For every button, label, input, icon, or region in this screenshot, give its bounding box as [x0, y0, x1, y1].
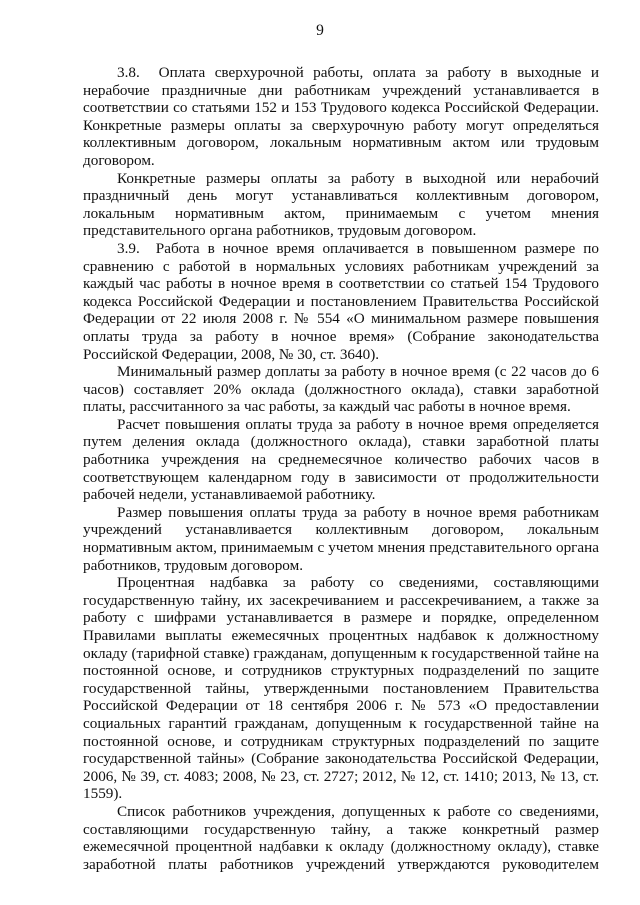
paragraph-night-pay-amount-setting: Размер повышения оплаты труда за работу в ночное время работникам учреждений устанавливается коллективным договором, локальным нормативным актом, принимаемым с учетом мнения представительного органа работников, трудовым договором. — [83, 503, 599, 574]
paragraph-night-pay-minimum: Минимальный размер доплаты за работу в ночное время (с 22 часов до 6 часов) составляет 20% оклада (должностного оклада), ставки заработной платы, рассчитанного за час работы, за каждый час работы в ночное время. — [83, 363, 599, 416]
paragraph-3-8-overtime-pay: 3.8. Оплата сверхурочной работы, оплата за работу в выходные и нерабочие праздничные дни работникам учреждений устанавливается в соответствии со статьями 152 и 153 Трудового кодекса Российской Федерации. Конкретные размеры оплаты за сверхурочную работу могут определяться коллективным договором, локальным нормативным актом или трудовым договором. — [83, 64, 599, 169]
paragraph-holiday-pay-amounts: Конкретные размеры оплаты за работу в выходной или нерабочий праздничный день могут устанавливаться коллективным договором, локальным нормативным актом, принимаемым с учетом мнения представительного органа работников, трудовым договором. — [83, 169, 599, 240]
paragraph-state-secret-staff-list: Список работников учреждения, допущенных к работе со сведениями, составляющими государственную тайну, а также конкретный размер ежемесячной процентной надбавки к окладу (должностному окладу), ставке заработной платы работников учреждений утверждаются руководителем — [83, 802, 599, 873]
paragraph-3-9-night-work-pay: 3.9. Работа в ночное время оплачивается в повышенном размере по сравнению с работой в нормальных условиях работникам учреждений за каждый час работы в ночное время в соответствии со статьей 154 Трудового кодекса Российской Федерации и постановлением Правительства Российской Федерации от 22 июля 2008 г. № 554 «О минимальном размере повышения оплаты труда за работу в ночное время» (Собрание законодательства Российской Федерации, 2008, № 30, ст. 3640). — [83, 239, 599, 363]
page-number: 9 — [316, 22, 324, 39]
document-body — [83, 64, 599, 873]
paragraph-night-pay-calculation: Расчет повышения оплаты труда за работу в ночное время определяется путем деления оклада (должностного оклада), ставки заработной платы работника учреждения на среднемесячное количество рабочих часов в соответствующем календарном году в зависимости от продолжительности рабочей недели, устанавливаемой работнику. — [83, 415, 599, 504]
paragraph-state-secret-allowance: Процентная надбавка за работу со сведениями, составляющими государственную тайну, их засекречиванием и рассекречиванием, а также за работу с шифрами устанавливается в размере и порядке, определенном Правилами выплаты ежемесячных процентных надбавок к должностному окладу (тарифной ставке) гражданам, допущенным к государственной тайне на постоянной основе, и сотрудников структурных подразделений по защите государственной тайны, утвержденными постановлением Правительства Российской Федерации от 18 сентября 2006 г. № 573 «О предоставлении социальных гарантий гражданам, допущенным к государственной тайне на постоянной основе, и сотрудникам структурных подразделений по защите государственной тайны» (Собрание законодательства Российской Федерации, 2006, № 39, ст. 4083; 2008, № 23, ст. 2727; 2012, № 12, ст. 1410; 2013, № 13, ст. 1559). — [83, 574, 599, 803]
